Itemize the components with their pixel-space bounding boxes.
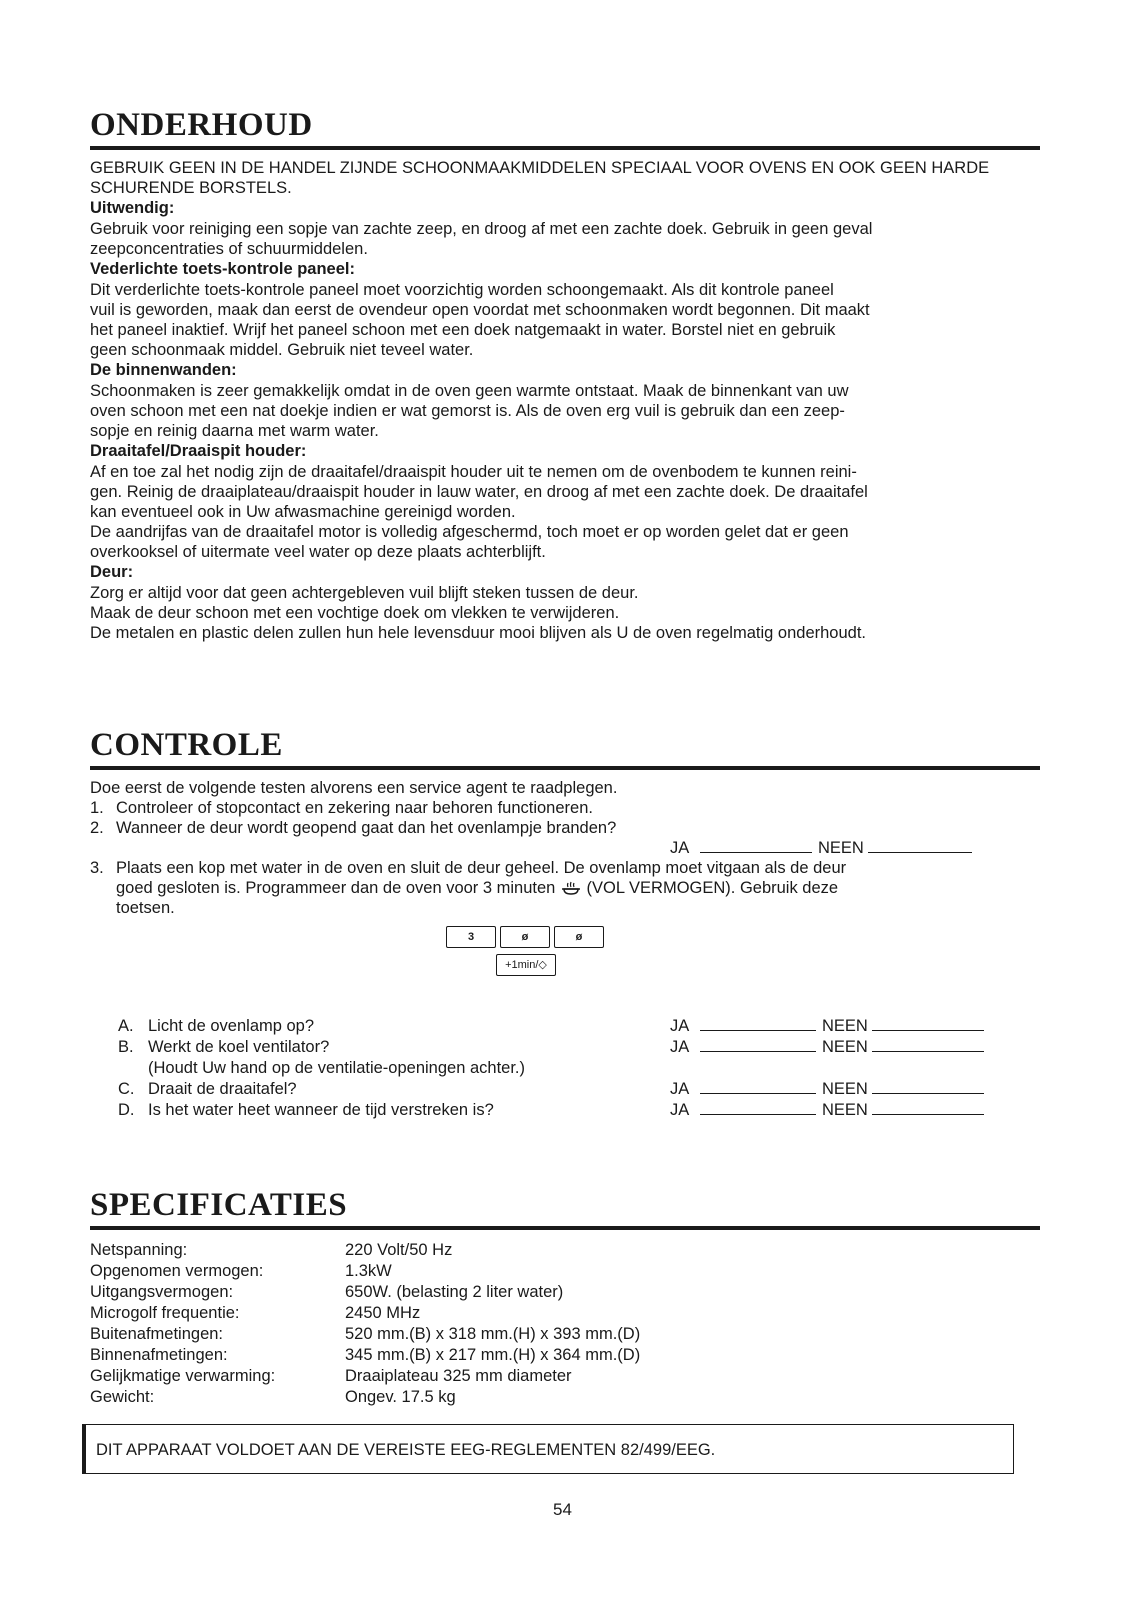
spec-row — [90, 1324, 1040, 1345]
spec-value: Draaiplateau 325 mm diameter — [345, 1367, 572, 1385]
paragraph-line: sopje en reinig daarna met warm water. — [90, 422, 379, 440]
check-question: (Houdt Uw hand op de ventilatie-openingen achter.) — [148, 1059, 525, 1077]
check-letter: C. — [118, 1080, 135, 1098]
section-onderhoud — [90, 106, 1040, 643]
neen-label: NEEN — [822, 1038, 868, 1056]
neen-label: NEEN — [822, 1017, 868, 1035]
check-row — [90, 1058, 1040, 1079]
check-letter: B. — [118, 1038, 134, 1056]
check-letter: A. — [118, 1017, 134, 1035]
key-3: 3 — [446, 926, 496, 948]
compliance-notice: DIT APPARAAT VOLDOET AAN DE VEREISTE EEG-REGLEMENTEN 82/499/EEG. — [82, 1424, 1014, 1474]
check-question: Licht de ovenlamp op? — [148, 1017, 315, 1035]
ja-blank[interactable] — [700, 1037, 816, 1052]
check-letter — [118, 1058, 148, 1079]
paragraph-line: overkooksel of uitermate veel water op deze plaats achterblijft. — [90, 543, 546, 561]
check-row — [90, 1016, 1040, 1037]
spec-row — [90, 1387, 1040, 1408]
key-zero: ø — [554, 926, 604, 948]
spec-label: Uitgangsvermogen: — [90, 1283, 234, 1301]
check-question: Draait de draaitafel? — [148, 1080, 297, 1098]
paragraph-line: De metalen en plastic delen zullen hun hele levensduur mooi blijven als U de oven regelmatig onderhoudt. — [90, 624, 866, 642]
check-question: Is het water heet wanneer de tijd verstreken is? — [148, 1101, 494, 1119]
spec-value: 650W. (belasting 2 liter water) — [345, 1283, 564, 1301]
spec-label: Binnenafmetingen: — [90, 1346, 228, 1364]
spec-value: 520 mm.(B) x 318 mm.(H) x 393 mm.(D) — [345, 1325, 641, 1343]
section-controle — [90, 726, 1040, 1121]
ja-blank[interactable] — [700, 1079, 816, 1094]
controle-steps — [90, 798, 1040, 838]
spec-row — [90, 1303, 1040, 1324]
neen-label: NEEN — [822, 1101, 868, 1119]
ja-blank[interactable] — [700, 1100, 816, 1115]
spec-label: Gelijkmatige verwarming: — [90, 1367, 276, 1385]
spec-value: 345 mm.(B) x 217 mm.(H) x 364 mm.(D) — [345, 1346, 641, 1364]
step-text: Wanneer de deur wordt geopend gaat dan het ovenlampje branden? — [116, 819, 617, 837]
section-divider — [90, 1226, 1040, 1230]
paragraph-line: oven schoon met een nat doekje indien er wat gemorst is. Als de oven erg vuil is gebruik dan een zeep- — [90, 402, 845, 420]
subsection-heading: Vederlichte toets-kontrole paneel: — [90, 260, 355, 278]
neen-label: NEEN — [822, 1080, 868, 1098]
neen-blank[interactable] — [872, 1016, 984, 1031]
key-zero: ø — [500, 926, 550, 948]
list-item — [90, 878, 1040, 898]
neen-blank[interactable] — [872, 1037, 984, 1052]
section-specificaties — [90, 1186, 1040, 1408]
paragraph-line: Dit verderlichte toets-kontrole paneel moet voorzichtig worden schoongemaakt. Als dit kontrole paneel — [90, 281, 834, 299]
section-title-controle: CONTROLE — [90, 727, 283, 763]
section-divider — [90, 146, 1040, 150]
spec-value: 220 Volt/50 Hz — [345, 1241, 453, 1259]
paragraph-line: gen. Reinig de draaiplateau/draaispit houder in lauw water, en droog af met een zachte doek. De draaitafel — [90, 483, 868, 501]
subsection-heading: Deur: — [90, 563, 134, 581]
spec-value: Ongev. 17.5 kg — [345, 1388, 456, 1406]
onderhoud-intro: GEBRUIK GEEN IN DE HANDEL ZIJNDE SCHOONMAAKMIDDELEN SPECIAAL VOOR OVENS EN OOK GEEN HARDE SCHURENDE BORSTELS. — [90, 159, 990, 197]
paragraph-line: Af en toe zal het nodig zijn de draaitafel/draaispit houder uit te nemen om de ovenbodem te kunnen reini- — [90, 463, 857, 481]
section-title-onderhoud: ONDERHOUD — [90, 107, 313, 143]
ja-label: JA — [670, 1017, 690, 1035]
controle-checklist — [90, 1016, 1040, 1121]
neen-blank[interactable] — [868, 838, 972, 853]
section-title-specificaties: SPECIFICATIES — [90, 1187, 348, 1223]
step-number: 3. — [90, 859, 104, 877]
neen-label: NEEN — [818, 839, 864, 857]
check-row — [90, 1079, 1040, 1100]
page-number: 54 — [553, 1500, 572, 1519]
step-text: goed gesloten is. Programmeer dan de oven voor 3 minuten — [116, 879, 556, 897]
check-letter: D. — [118, 1101, 135, 1119]
step-text: toetsen. — [116, 899, 175, 917]
onderhoud-subsections — [90, 198, 1040, 643]
subsection-heading: De binnenwanden: — [90, 361, 237, 379]
full-power-icon — [560, 879, 587, 897]
paragraph-line: kan eventueel ook in Uw afwasmachine gereinigd worden. — [90, 503, 516, 521]
step-text: Controleer of stopcontact en zekering naar behoren functioneren. — [116, 799, 593, 817]
spec-label: Opgenomen vermogen: — [90, 1262, 264, 1280]
paragraph-line: Zorg er altijd voor dat geen achtergebleven vuil blijft steken tussen de deur. — [90, 584, 639, 602]
answer-line-step2 — [670, 838, 1040, 858]
list-item — [90, 798, 1040, 818]
ja-blank[interactable] — [700, 1016, 816, 1031]
check-row — [90, 1100, 1040, 1121]
subsection-heading: Uitwendig: — [90, 199, 175, 217]
spec-value: 1.3kW — [345, 1262, 392, 1280]
spec-label: Buitenafmetingen: — [90, 1325, 224, 1343]
neen-blank[interactable] — [872, 1079, 984, 1094]
specs-table — [90, 1240, 1040, 1408]
paragraph-line: Maak de deur schoon met een vochtige doek om vlekken te verwijderen. — [90, 604, 620, 622]
paragraph-line: het paneel inaktief. Wrijf het paneel schoon met een doek natgemaakt in water. Borstel niet en gebruik — [90, 321, 836, 339]
list-item — [90, 818, 1040, 838]
step-text: Plaats een kop met water in de oven en sluit de deur geheel. De ovenlamp moet vitgaan als de deur — [116, 859, 847, 877]
ja-label: JA — [670, 1038, 690, 1056]
step-number: 2. — [90, 819, 104, 837]
key-sequence — [446, 926, 1040, 948]
spec-value: 2450 MHz — [345, 1304, 421, 1322]
section-divider — [90, 766, 1040, 770]
ja-label: JA — [670, 1101, 690, 1119]
spec-label: Gewicht: — [90, 1388, 155, 1406]
subsection-heading: Draaitafel/Draaispit houder: — [90, 442, 307, 460]
check-question: Werkt de koel ventilator? — [148, 1038, 330, 1056]
check-row — [90, 1037, 1040, 1058]
paragraph-line: geen schoonmaak middel. Gebruik niet teveel water. — [90, 341, 474, 359]
spec-row — [90, 1240, 1040, 1261]
spec-row — [90, 1282, 1040, 1303]
paragraph-line: zeepconcentraties of schuurmiddelen. — [90, 240, 368, 258]
spec-label: Netspanning: — [90, 1241, 188, 1259]
controle-step3 — [90, 858, 1040, 918]
ja-label: JA — [670, 839, 690, 857]
controle-intro: Doe eerst de volgende testen alvorens een service agent te raadplegen. — [90, 779, 618, 797]
step-text: (VOL VERMOGEN). Gebruik deze — [586, 879, 839, 897]
paragraph-line: Schoonmaken is zeer gemakkelijk omdat in de oven geen warmte ontstaat. Maak de binnenkant van uw — [90, 382, 849, 400]
paragraph-line: De aandrijfas van de draaitafel motor is volledig afgeschermd, toch moet er op worden gelet dat er geen — [90, 523, 849, 541]
list-item — [90, 898, 1040, 918]
ja-blank[interactable] — [700, 838, 812, 853]
ja-label: JA — [670, 1080, 690, 1098]
list-item — [90, 858, 1040, 878]
spec-row — [90, 1261, 1040, 1282]
paragraph-line: Gebruik voor reiniging een sopje van zachte zeep, en droog af met een zachte doek. Gebruik in geen geval — [90, 220, 873, 238]
neen-blank[interactable] — [872, 1100, 984, 1115]
step-number: 1. — [90, 799, 104, 817]
spec-row — [90, 1345, 1040, 1366]
spec-label: Microgolf frequentie: — [90, 1304, 240, 1322]
paragraph-line: vuil is geworden, maak dan eerst de ovendeur open voordat met schoonmaken wordt begonnen. Dit maakt — [90, 301, 870, 319]
key-start: +1min/◇ — [496, 954, 556, 976]
spec-row — [90, 1366, 1040, 1387]
